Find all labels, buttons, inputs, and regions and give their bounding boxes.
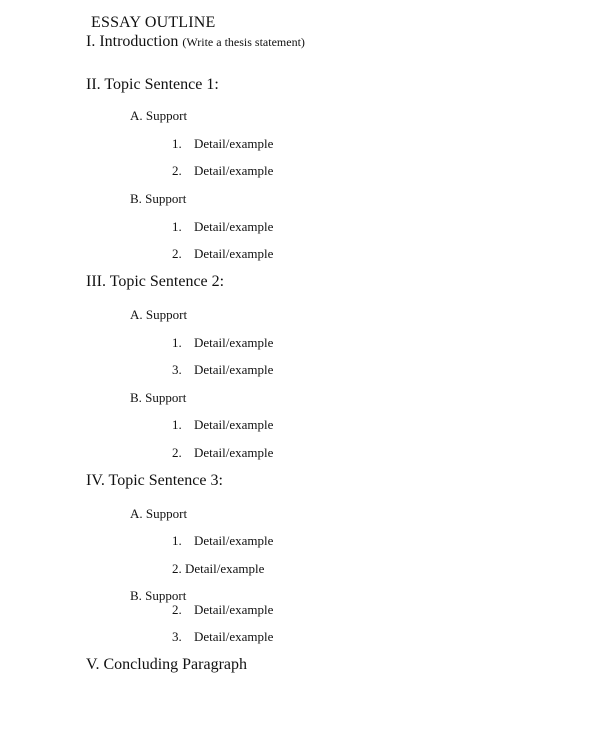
detail-text: Detail/example <box>194 362 274 377</box>
detail-item <box>172 219 273 235</box>
document-title: ESSAY OUTLINE <box>91 14 216 31</box>
intro-note: (Write a thesis statement) <box>182 35 305 49</box>
detail-item <box>172 602 273 618</box>
support-label: A. Support <box>130 108 188 123</box>
detail-item <box>172 417 273 433</box>
detail-text: Detail/example <box>194 602 274 617</box>
detail-text: Detail/example <box>194 445 274 460</box>
detail-item <box>172 362 273 378</box>
detail-number: 2. <box>172 246 182 261</box>
detail-text: Detail/example <box>194 246 274 261</box>
detail-text: Detail/example <box>194 163 274 178</box>
detail-text: Detail/example <box>194 629 274 644</box>
detail-item <box>172 246 273 262</box>
detail-item <box>172 533 273 549</box>
detail-number: 2. <box>172 602 182 617</box>
conclusion-heading: V. Concluding Paragraph <box>86 656 248 673</box>
section-heading-4: IV. Topic Sentence 3: <box>86 472 223 489</box>
detail-number: 1. <box>172 219 182 234</box>
detail-item <box>172 445 273 461</box>
detail-item <box>172 561 264 577</box>
support-label: A. Support <box>130 307 188 322</box>
detail-text: Detail/example <box>185 561 265 576</box>
detail-number: 1. <box>172 533 182 548</box>
detail-item <box>172 163 273 179</box>
intro-heading <box>86 33 305 51</box>
detail-number: 3. <box>172 629 182 644</box>
detail-number: 2. <box>172 561 182 576</box>
detail-text: Detail/example <box>194 533 274 548</box>
detail-item <box>172 335 273 351</box>
detail-number: 1. <box>172 417 182 432</box>
detail-number: 1. <box>172 335 182 350</box>
detail-number: 3. <box>172 362 182 377</box>
detail-text: Detail/example <box>194 417 274 432</box>
support-label: B. Support <box>130 390 187 405</box>
support-label: B. Support <box>130 191 187 206</box>
detail-number: 1. <box>172 136 182 151</box>
intro-label: I. Introduction <box>86 33 179 50</box>
support-label: B. Support <box>130 588 187 603</box>
detail-item <box>172 629 273 645</box>
detail-text: Detail/example <box>194 335 274 350</box>
detail-item <box>172 136 273 152</box>
section-heading-2: II. Topic Sentence 1: <box>86 76 219 93</box>
detail-number: 2. <box>172 163 182 178</box>
section-heading-3: III. Topic Sentence 2: <box>86 273 225 290</box>
detail-text: Detail/example <box>194 136 274 151</box>
detail-text: Detail/example <box>194 219 274 234</box>
detail-number: 2. <box>172 445 182 460</box>
support-label: A. Support <box>130 506 188 521</box>
